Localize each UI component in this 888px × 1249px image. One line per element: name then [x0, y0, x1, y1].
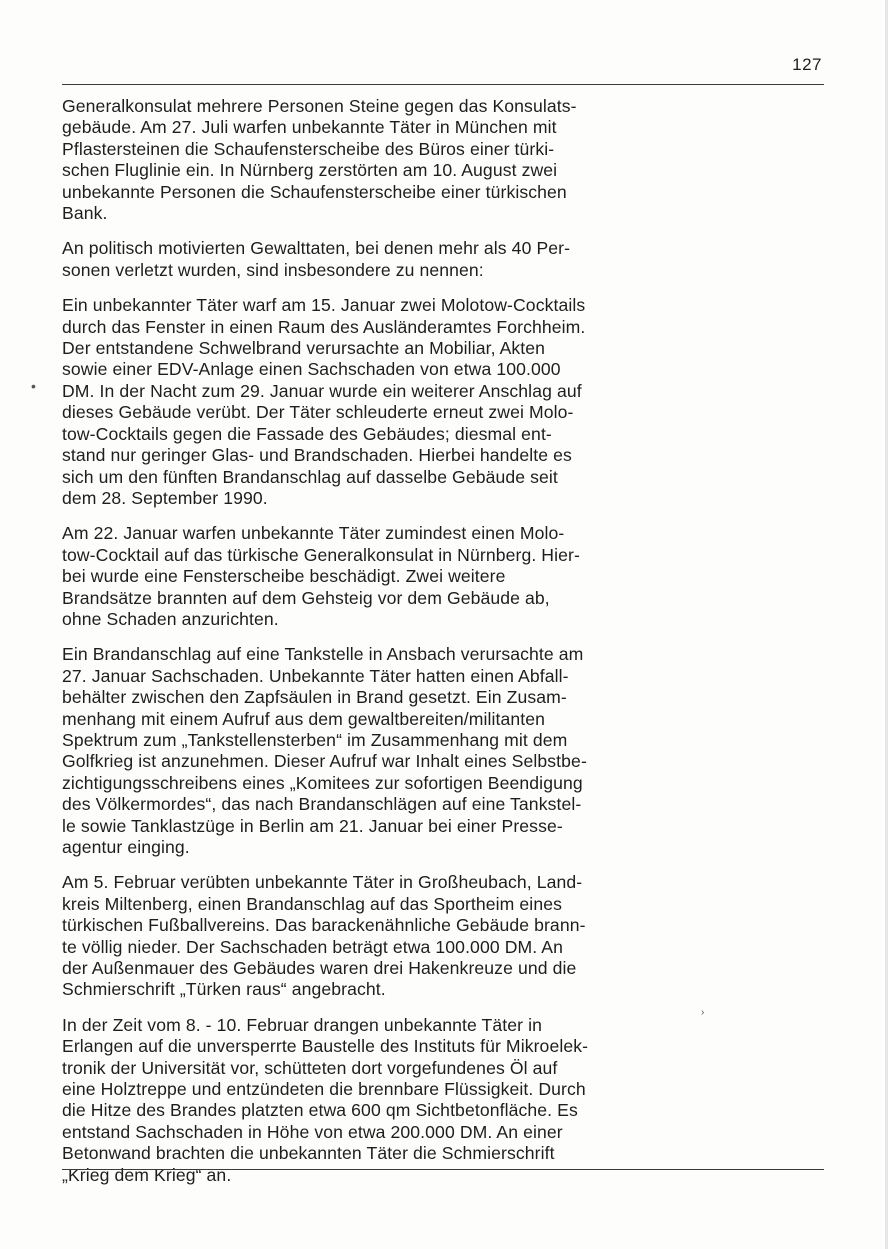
- paragraph-ansbach-gas-station: Ein Brandanschlag auf eine Tankstelle in Ansbach verursachte am 27. Januar Sachschaden. Unbekannte Täter hatten einen Abfall- behälter zwischen den Zapfsäulen in Brand gesetzt. Ein Zusam- menhang mit einem Aufruf aus dem gewaltbereiten/militanten Spektrum zum „Tankstellensterben“ im Zusammenhang mit dem Golfkrieg ist anzunehmen. Dieser Aufruf war Inhalt eines Selbstbe- zichtigungsschreibens eines „Komitees zur sofortigen Beendigung des Völkermordes“, das nach Brandanschlägen auf eine Tankstel- le sowie Tanklastzüge in Berlin am 21. Januar bei einer Presse- agentur einging.: [62, 644, 587, 857]
- page-number: 127: [792, 55, 822, 74]
- margin-stray-mark: ›: [701, 1007, 705, 1018]
- paragraph-violent-acts-intro: An politisch motivierten Gewalttaten, bei denen mehr als 40 Per- sonen verletzt wurden, sind insbesondere zu nennen:: [62, 238, 571, 280]
- footer-rule: [62, 1169, 824, 1170]
- margin-dot-mark: •: [31, 378, 36, 394]
- paragraph-grossheubach-sportheim: Am 5. Februar verübten unbekannte Täter in Großheubach, Land- kreis Miltenberg, einen Brandanschlag auf das Sportheim eines türkischen Fußballvereins. Das barackenähnliche Gebäude brann- te völlig nieder. Der Sachschaden beträgt etwa 100.000 DM. An der Außenmauer des Gebäudes waren drei Hakenkreuze und die Schmierschrift „Türken raus“ angebracht.: [62, 872, 586, 1000]
- paragraph-nuernberg-consulate: Am 22. Januar warfen unbekannte Täter zumindest einen Molo- tow-Cocktail auf das türkische Generalkonsulat in Nürnberg. Hier- bei wurde eine Fensterscheibe beschädigt. Zwei weitere Brandsätze brannten auf dem Gehsteig vor dem Gebäude ab, ohne Schaden anzurichten.: [62, 523, 580, 629]
- paragraph-consulate-stones: Generalkonsulat mehrere Personen Steine gegen das Konsulats- gebäude. Am 27. Juli warfen unbekannte Täter in München mit Pflastersteinen die Schaufensterscheibe des Büros einer türki- schen Fluglinie ein. In Nürnberg zerstörten am 10. August zwei unbekannte Personen die Schaufensterscheibe einer türkischen Bank.: [62, 96, 577, 224]
- paragraph-forchheim-attack: Ein unbekannter Täter warf am 15. Januar zwei Molotow-Cocktails durch das Fenster in einen Raum des Ausländeramtes Forchheim. Der entstandene Schwelbrand verursachte an Mobiliar, Akten sowie einer EDV-Anlage einen Sachschaden von etwa 100.000 DM. In der Nacht zum 29. Januar wurde ein weiterer Anschlag auf dieses Gebäude verübt. Der Täter schleuderte erneut zwei Molo- tow-Cocktails gegen die Fassade des Gebäudes; diesmal ent- stand nur geringer Glas- und Brandschaden. Hierbei handelte es sich um den fünften Brandanschlag auf dasselbe Gebäude seit dem 28. September 1990.: [62, 295, 586, 508]
- document-body: [62, 96, 640, 1200]
- paragraph-erlangen-construction-site: In der Zeit vom 8. - 10. Februar drangen unbekannte Täter in Erlangen auf die unversperrte Baustelle des Instituts für Mikroelek- tronik der Universität vor, schütteten dort vorgefundenes Öl auf eine Holztreppe und entzündeten die brennbare Flüssigkeit. Durch die Hitze des Brandes platzten etwa 600 qm Sichtbetonfläche. Es entstand Sachschaden in Höhe von etwa 200.000 DM. An einer Betonwand brachten die unbekannten Täter die Schmierschrift „Krieg dem Krieg“ an.: [62, 1014, 589, 1185]
- header-rule: [62, 84, 824, 85]
